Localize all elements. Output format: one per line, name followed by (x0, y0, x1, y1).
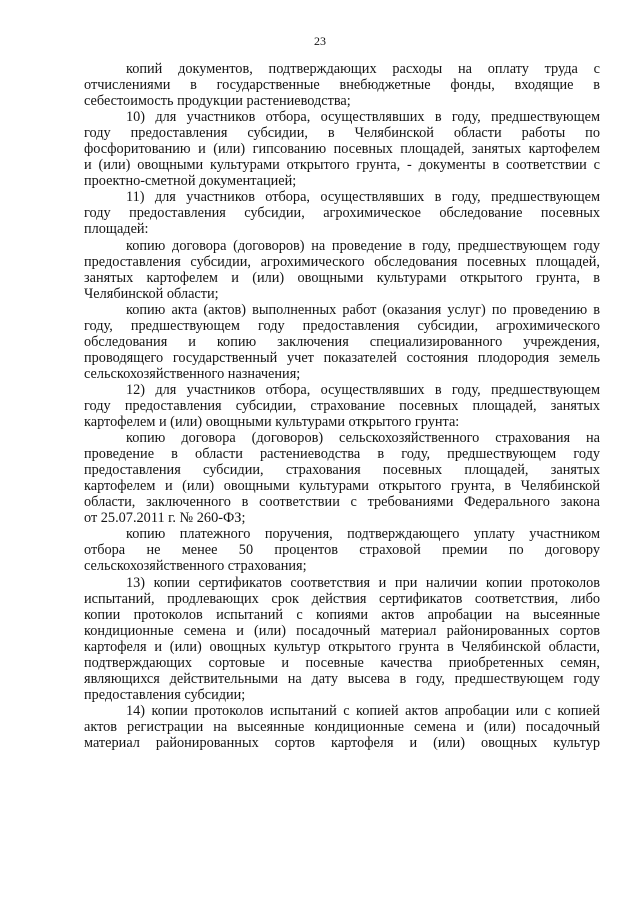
text-line: 13) копии сертификатов соответствия и при наличии копии протоколов (126, 574, 600, 591)
text-line: себестоимость продукции растениеводства; (84, 93, 351, 110)
document-body (84, 61, 600, 751)
text-line: обследования и копию заключения специализированного учреждения, (84, 333, 600, 350)
text-line: кондиционные семена и (или) посадочный материал районированных сортов (84, 622, 600, 639)
text-line: испытаний, продлевающих срок действия сертификатов соответствия, либо (84, 590, 600, 607)
paragraph (84, 575, 600, 703)
paragraph (84, 61, 600, 109)
text-line: копию договора (договоров) на проведение в году, предшествующем году (126, 237, 600, 254)
text-line: предоставления субсидии, агрохимического обследования посевных площадей, (84, 253, 600, 270)
text-line: и (или) овощными культурами открытого грунта, - документы в соответствии с (84, 157, 600, 174)
text-line: картофеля и (или) овощных культур открытого грунта в Челябинской области, (84, 638, 600, 655)
paragraph (84, 382, 600, 430)
text-line: от 25.07.2011 г. № 260-ФЗ; (84, 510, 246, 527)
text-line: 11) для участников отбора, осуществлявших в году, предшествующем (126, 189, 600, 206)
text-line: году предоставления субсидии, страхование посевных площадей, занятых (84, 397, 600, 414)
text-line: сельскохозяйственного назначения; (84, 365, 301, 382)
text-line: предоставления субсидии, страхования посевных площадей, занятых (84, 462, 600, 479)
paragraph (84, 109, 600, 189)
text-line: году предоставления субсидии, агрохимическое обследование посевных (84, 205, 600, 222)
text-line: копию платежного поручения, подтверждающего уплату участником (126, 526, 600, 543)
text-line: проектно-сметной документацией; (84, 173, 297, 190)
text-line: фосфоритованию и (или) гипсованию посевных площадей, занятых картофелем (84, 141, 600, 158)
paragraph (84, 703, 600, 751)
text-line: 10) для участников отбора, осуществлявших в году, предшествующем (126, 109, 600, 126)
paragraph (84, 430, 600, 526)
text-line: актов регистрации на высеянные кондиционные семена и (или) посадочный (84, 718, 600, 735)
paragraph (84, 302, 600, 382)
text-line: предоставления субсидии; (84, 686, 246, 703)
text-line: отчислениями в государственные внебюджетные фонды, входящие в (84, 77, 600, 94)
text-line: области, заключенного в соответствии с требованиями Федерального закона (84, 494, 600, 511)
text-line: копии протоколов испытаний с копиями актов апробации на высеянные (84, 606, 600, 623)
text-line: материал районированных сортов картофеля и (или) овощных культур (84, 734, 600, 751)
paragraph (84, 238, 600, 302)
text-line: копию договора (договоров) сельскохозяйственного страхования на (126, 430, 600, 447)
text-line: Челябинской области; (84, 285, 219, 302)
text-line: копий документов, подтверждающих расходы на оплату труда с (126, 61, 600, 77)
text-line: сельскохозяйственного страхования; (84, 558, 307, 575)
text-line: году предоставления субсидии, в Челябинской области работы по (84, 125, 600, 142)
text-line: проводящего государственный учет показателей состояния плодородия земель (84, 349, 600, 366)
text-line: году, предшествующем году предоставления субсидии, агрохимического (84, 317, 600, 334)
text-line: копию акта (актов) выполненных работ (оказания услуг) по проведению в (126, 301, 600, 318)
text-line: занятых картофелем и (или) овощными культурами открытого грунта, в (84, 269, 600, 286)
text-line: проведение в области растениеводства в году, предшествующем году (84, 446, 600, 463)
text-line: площадей: (84, 221, 149, 238)
paragraph (84, 526, 600, 574)
text-line: 14) копии протоколов испытаний с копией актов апробации или с копией (126, 702, 600, 719)
text-line: отбора не менее 50 процентов страховой премии по договору (84, 542, 600, 559)
text-line: являющихся действительными на дату высева в году, предшествующем году (84, 670, 600, 687)
paragraph (84, 189, 600, 237)
text-line: 12) для участников отбора, осуществлявших в году, предшествующем (126, 381, 600, 398)
page-number: 23 (314, 34, 326, 48)
text-line: картофелем и (или) овощными культурами открытого грунта, в Челябинской (84, 478, 600, 495)
text-line: подтверждающих сортовые и посевные качества приобретенных семян, (84, 654, 600, 671)
text-line: картофелем и (или) овощными культурами открытого грунта: (84, 414, 460, 431)
